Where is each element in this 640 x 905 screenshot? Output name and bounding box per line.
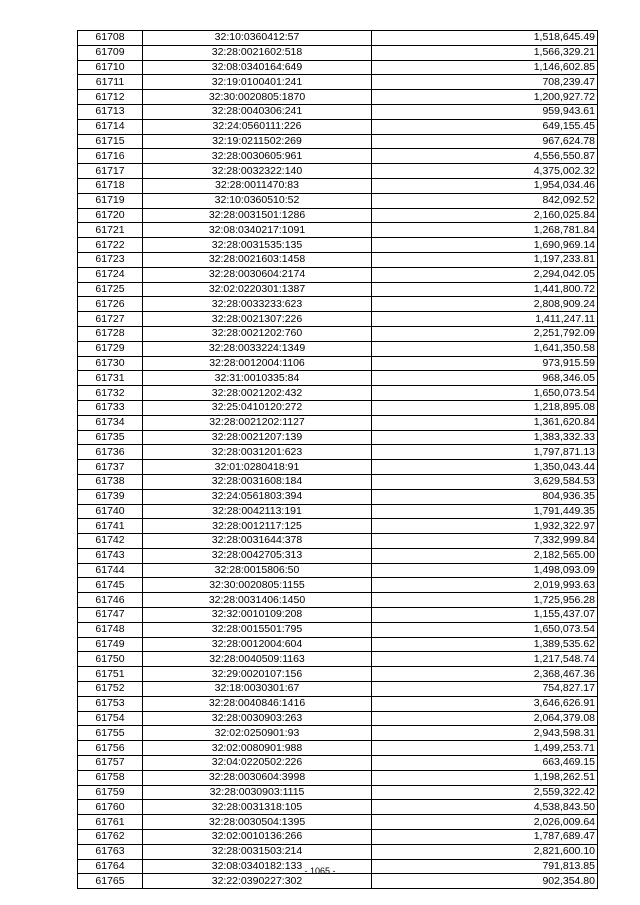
cadastral-number-cell: 32:28:0030605:961 [143, 149, 372, 164]
table-row [78, 208, 598, 223]
row-number-cell: 61728 [78, 326, 143, 341]
table-row [78, 519, 598, 534]
row-number-cell: 61764 [78, 859, 143, 874]
row-number-cell: 61746 [78, 593, 143, 608]
cadastral-value-cell: 1,954,034.46 [372, 178, 598, 193]
cadastral-value-cell: 2,182,565.00 [372, 548, 598, 563]
cadastral-number-cell: 32:28:0030604:2174 [143, 267, 372, 282]
cadastral-number-cell: 32:28:0030504:1395 [143, 815, 372, 830]
cadastral-value-cell: 2,368,467.36 [372, 667, 598, 682]
row-number-cell: 61727 [78, 312, 143, 327]
table-row [78, 489, 598, 504]
cadastral-value-cell: 1,641,350.58 [372, 341, 598, 356]
row-number-cell: 61734 [78, 415, 143, 430]
cadastral-value-cell: 754,827.17 [372, 682, 598, 697]
row-number-cell: 61712 [78, 90, 143, 105]
table-row [78, 741, 598, 756]
table-row [78, 104, 598, 119]
cadastral-number-cell: 32:28:0042113:191 [143, 504, 372, 519]
table-row [78, 297, 598, 312]
table-row [78, 622, 598, 637]
table-row [78, 800, 598, 815]
row-number-cell: 61740 [78, 504, 143, 519]
cadastral-number-cell: 32:28:0012004:1106 [143, 356, 372, 371]
row-number-cell: 61726 [78, 297, 143, 312]
cadastral-number-cell: 32:08:0340164:649 [143, 60, 372, 75]
cadastral-value-cell: 4,556,550.87 [372, 149, 598, 164]
cadastral-number-cell: 32:28:0032322:140 [143, 164, 372, 179]
table-row [78, 474, 598, 489]
cadastral-value-cell: 1,155,437.07 [372, 608, 598, 623]
cadastral-value-table [77, 30, 598, 889]
cadastral-number-cell: 32:28:0021202:432 [143, 386, 372, 401]
cadastral-number-cell: 32:30:0020805:1155 [143, 578, 372, 593]
cadastral-value-cell: 1,932,322.97 [372, 519, 598, 534]
cadastral-value-cell: 1,268,781.84 [372, 223, 598, 238]
table-row [78, 119, 598, 134]
cadastral-number-cell: 32:28:0030903:1115 [143, 785, 372, 800]
cadastral-value-cell: 1,198,262.51 [372, 770, 598, 785]
row-number-cell: 61753 [78, 696, 143, 711]
cadastral-value-cell: 1,797,871.13 [372, 445, 598, 460]
cadastral-number-cell: 32:28:0040306:241 [143, 104, 372, 119]
cadastral-number-cell: 32:02:0250901:93 [143, 726, 372, 741]
table-row [78, 711, 598, 726]
row-number-cell: 61748 [78, 622, 143, 637]
cadastral-value-cell: 1,389,535.62 [372, 637, 598, 652]
table-row [78, 60, 598, 75]
cadastral-number-cell: 32:10:0360412:57 [143, 31, 372, 46]
row-number-cell: 61762 [78, 830, 143, 845]
table-row [78, 504, 598, 519]
cadastral-value-cell: 1,791,449.35 [372, 504, 598, 519]
row-number-cell: 61715 [78, 134, 143, 149]
table-row [78, 75, 598, 90]
table-row [78, 371, 598, 386]
cadastral-number-cell: 32:08:0340217:1091 [143, 223, 372, 238]
row-number-cell: 61731 [78, 371, 143, 386]
cadastral-number-cell: 32:28:0015806:50 [143, 563, 372, 578]
table-row [78, 682, 598, 697]
table-row [78, 356, 598, 371]
cadastral-number-cell: 32:28:0012117:125 [143, 519, 372, 534]
cadastral-value-cell: 1,361,620.84 [372, 415, 598, 430]
cadastral-value-cell: 1,441,800.72 [372, 282, 598, 297]
row-number-cell: 61741 [78, 519, 143, 534]
cadastral-value-cell: 1,411,247.11 [372, 312, 598, 327]
table-row [78, 756, 598, 771]
row-number-cell: 61711 [78, 75, 143, 90]
cadastral-value-cell: 1,197,233.81 [372, 252, 598, 267]
cadastral-value-cell: 2,808,909.24 [372, 297, 598, 312]
cadastral-number-cell: 32:28:0030604:3998 [143, 770, 372, 785]
table-row [78, 415, 598, 430]
cadastral-number-cell: 32:08:0340182:133 [143, 859, 372, 874]
cadastral-value-cell: 959,943.61 [372, 104, 598, 119]
row-number-cell: 61738 [78, 474, 143, 489]
row-number-cell: 61708 [78, 31, 143, 46]
cadastral-value-cell: 1,498,093.09 [372, 563, 598, 578]
cadastral-value-cell: 1,650,073.54 [372, 622, 598, 637]
cadastral-number-cell: 32:22:0390227:302 [143, 874, 372, 889]
cadastral-number-cell: 32:19:0211502:269 [143, 134, 372, 149]
row-number-cell: 61713 [78, 104, 143, 119]
table-row [78, 726, 598, 741]
cadastral-number-cell: 32:28:0040509:1163 [143, 652, 372, 667]
cadastral-value-cell: 2,943,598.31 [372, 726, 598, 741]
cadastral-value-cell: 4,538,843.50 [372, 800, 598, 815]
table-row [78, 445, 598, 460]
cadastral-number-cell: 32:02:0220301:1387 [143, 282, 372, 297]
cadastral-number-cell: 32:30:0020805:1870 [143, 90, 372, 105]
cadastral-value-cell: 2,559,322.42 [372, 785, 598, 800]
cadastral-number-cell: 32:28:0031201:623 [143, 445, 372, 460]
row-number-cell: 61743 [78, 548, 143, 563]
table-row [78, 844, 598, 859]
cadastral-value-cell: 708,239.47 [372, 75, 598, 90]
cadastral-value-cell: 973,915.59 [372, 356, 598, 371]
row-number-cell: 61756 [78, 741, 143, 756]
table-row [78, 282, 598, 297]
cadastral-number-cell: 32:24:0560111:226 [143, 119, 372, 134]
cadastral-number-cell: 32:28:0021603:1458 [143, 252, 372, 267]
cadastral-number-cell: 32:19:0100401:241 [143, 75, 372, 90]
table-row [78, 578, 598, 593]
cadastral-value-cell: 2,294,042.05 [372, 267, 598, 282]
table-row [78, 770, 598, 785]
table-row [78, 326, 598, 341]
cadastral-value-cell: 1,383,332.33 [372, 430, 598, 445]
row-number-cell: 61755 [78, 726, 143, 741]
cadastral-value-cell: 2,064,379.08 [372, 711, 598, 726]
cadastral-value-cell: 2,026,009.64 [372, 815, 598, 830]
cadastral-number-cell: 32:28:0031535:135 [143, 238, 372, 253]
cadastral-value-cell: 1,350,043.44 [372, 460, 598, 475]
cadastral-number-cell: 32:04:0220502:226 [143, 756, 372, 771]
cadastral-value-cell: 663,469.15 [372, 756, 598, 771]
table-row [78, 460, 598, 475]
cadastral-number-cell: 32:28:0031503:214 [143, 844, 372, 859]
cadastral-number-cell: 32:29:0020107:156 [143, 667, 372, 682]
table-row [78, 696, 598, 711]
cadastral-number-cell: 32:10:0360510:52 [143, 193, 372, 208]
table-row [78, 252, 598, 267]
cadastral-number-cell: 32:28:0031608:184 [143, 474, 372, 489]
table-row [78, 830, 598, 845]
cadastral-number-cell: 32:28:0021602:518 [143, 45, 372, 60]
table-row [78, 608, 598, 623]
row-number-cell: 61763 [78, 844, 143, 859]
cadastral-number-cell: 32:28:0021207:139 [143, 430, 372, 445]
row-number-cell: 61757 [78, 756, 143, 771]
row-number-cell: 61721 [78, 223, 143, 238]
cadastral-value-cell: 1,787,689.47 [372, 830, 598, 845]
cadastral-value-cell: 1,200,927.72 [372, 90, 598, 105]
row-number-cell: 61751 [78, 667, 143, 682]
cadastral-value-cell: 4,375,002.32 [372, 164, 598, 179]
cadastral-number-cell: 32:01:0280418:91 [143, 460, 372, 475]
row-number-cell: 61729 [78, 341, 143, 356]
table-row [78, 652, 598, 667]
cadastral-value-cell: 649,155.45 [372, 119, 598, 134]
cadastral-number-cell: 32:02:0080901:988 [143, 741, 372, 756]
row-number-cell: 61724 [78, 267, 143, 282]
table-row [78, 90, 598, 105]
table-row [78, 637, 598, 652]
table-row [78, 534, 598, 549]
cadastral-number-cell: 32:02:0010136:266 [143, 830, 372, 845]
table-row [78, 45, 598, 60]
cadastral-value-cell: 1,725,956.28 [372, 593, 598, 608]
table-row [78, 238, 598, 253]
table-row [78, 386, 598, 401]
row-number-cell: 61725 [78, 282, 143, 297]
cadastral-number-cell: 32:28:0015501:795 [143, 622, 372, 637]
table-row [78, 341, 598, 356]
row-number-cell: 61718 [78, 178, 143, 193]
table-row [78, 593, 598, 608]
table-row [78, 164, 598, 179]
cadastral-number-cell: 32:28:0021307:226 [143, 312, 372, 327]
table-row [78, 223, 598, 238]
cadastral-value-cell: 2,019,993.63 [372, 578, 598, 593]
cadastral-value-cell: 1,650,073.54 [372, 386, 598, 401]
row-number-cell: 61733 [78, 400, 143, 415]
table-row [78, 563, 598, 578]
row-number-cell: 61730 [78, 356, 143, 371]
cadastral-value-cell: 7,332,999.84 [372, 534, 598, 549]
table-row [78, 178, 598, 193]
row-number-cell: 61719 [78, 193, 143, 208]
page-number: - 1065 - [304, 866, 336, 876]
cadastral-value-cell: 2,160,025.84 [372, 208, 598, 223]
table-row [78, 134, 598, 149]
cadastral-value-cell: 3,646,626.91 [372, 696, 598, 711]
table-body [78, 31, 598, 889]
cadastral-number-cell: 32:28:0033233:623 [143, 297, 372, 312]
cadastral-number-cell: 32:18:0030301:67 [143, 682, 372, 697]
table-row [78, 149, 598, 164]
row-number-cell: 61765 [78, 874, 143, 889]
row-number-cell: 61722 [78, 238, 143, 253]
table-row [78, 193, 598, 208]
cadastral-value-cell: 1,218,895.08 [372, 400, 598, 415]
row-number-cell: 61758 [78, 770, 143, 785]
cadastral-number-cell: 32:28:0011470:83 [143, 178, 372, 193]
table-row [78, 874, 598, 889]
table-row [78, 548, 598, 563]
table-row [78, 667, 598, 682]
table-row [78, 312, 598, 327]
cadastral-value-cell: 1,566,329.21 [372, 45, 598, 60]
row-number-cell: 61736 [78, 445, 143, 460]
cadastral-number-cell: 32:31:0010335:84 [143, 371, 372, 386]
cadastral-value-cell: 1,217,548.74 [372, 652, 598, 667]
cadastral-value-cell: 791,813.85 [372, 859, 598, 874]
row-number-cell: 61742 [78, 534, 143, 549]
cadastral-value-cell: 2,821,600.10 [372, 844, 598, 859]
cadastral-number-cell: 32:28:0030903:263 [143, 711, 372, 726]
row-number-cell: 61735 [78, 430, 143, 445]
cadastral-number-cell: 32:28:0031318:105 [143, 800, 372, 815]
cadastral-value-cell: 1,690,969.14 [372, 238, 598, 253]
cadastral-number-cell: 32:28:0021202:760 [143, 326, 372, 341]
row-number-cell: 61716 [78, 149, 143, 164]
row-number-cell: 61744 [78, 563, 143, 578]
table-row [78, 785, 598, 800]
cadastral-value-cell: 902,354.80 [372, 874, 598, 889]
table-row [78, 430, 598, 445]
table-row [78, 31, 598, 46]
cadastral-number-cell: 32:28:0040846:1416 [143, 696, 372, 711]
cadastral-value-cell: 1,499,253.71 [372, 741, 598, 756]
table-row [78, 400, 598, 415]
row-number-cell: 61760 [78, 800, 143, 815]
table-row [78, 267, 598, 282]
cadastral-value-cell: 2,251,792.09 [372, 326, 598, 341]
cadastral-number-cell: 32:28:0031501:1286 [143, 208, 372, 223]
cadastral-number-cell: 32:28:0042705:313 [143, 548, 372, 563]
cadastral-number-cell: 32:32:0010109:208 [143, 608, 372, 623]
row-number-cell: 61747 [78, 608, 143, 623]
cadastral-value-cell: 3,629,584.53 [372, 474, 598, 489]
cadastral-number-cell: 32:28:0012004:604 [143, 637, 372, 652]
row-number-cell: 61723 [78, 252, 143, 267]
row-number-cell: 61710 [78, 60, 143, 75]
cadastral-value-cell: 804,936.35 [372, 489, 598, 504]
row-number-cell: 61709 [78, 45, 143, 60]
cadastral-value-cell: 968,346.05 [372, 371, 598, 386]
row-number-cell: 61752 [78, 682, 143, 697]
row-number-cell: 61720 [78, 208, 143, 223]
cadastral-number-cell: 32:28:0021202:1127 [143, 415, 372, 430]
cadastral-value-cell: 967,624.78 [372, 134, 598, 149]
cadastral-number-cell: 32:25:0410120:272 [143, 400, 372, 415]
cadastral-number-cell: 32:24:0561803:394 [143, 489, 372, 504]
row-number-cell: 61745 [78, 578, 143, 593]
row-number-cell: 61714 [78, 119, 143, 134]
cadastral-number-cell: 32:28:0033224:1349 [143, 341, 372, 356]
row-number-cell: 61717 [78, 164, 143, 179]
cadastral-number-cell: 32:28:0031406:1450 [143, 593, 372, 608]
row-number-cell: 61754 [78, 711, 143, 726]
row-number-cell: 61739 [78, 489, 143, 504]
row-number-cell: 61761 [78, 815, 143, 830]
row-number-cell: 61737 [78, 460, 143, 475]
row-number-cell: 61732 [78, 386, 143, 401]
cadastral-value-cell: 1,518,645.49 [372, 31, 598, 46]
cadastral-value-cell: 1,146,602.85 [372, 60, 598, 75]
row-number-cell: 61759 [78, 785, 143, 800]
cadastral-number-cell: 32:28:0031644:378 [143, 534, 372, 549]
table-row [78, 815, 598, 830]
row-number-cell: 61750 [78, 652, 143, 667]
row-number-cell: 61749 [78, 637, 143, 652]
cadastral-value-cell: 842,092.52 [372, 193, 598, 208]
